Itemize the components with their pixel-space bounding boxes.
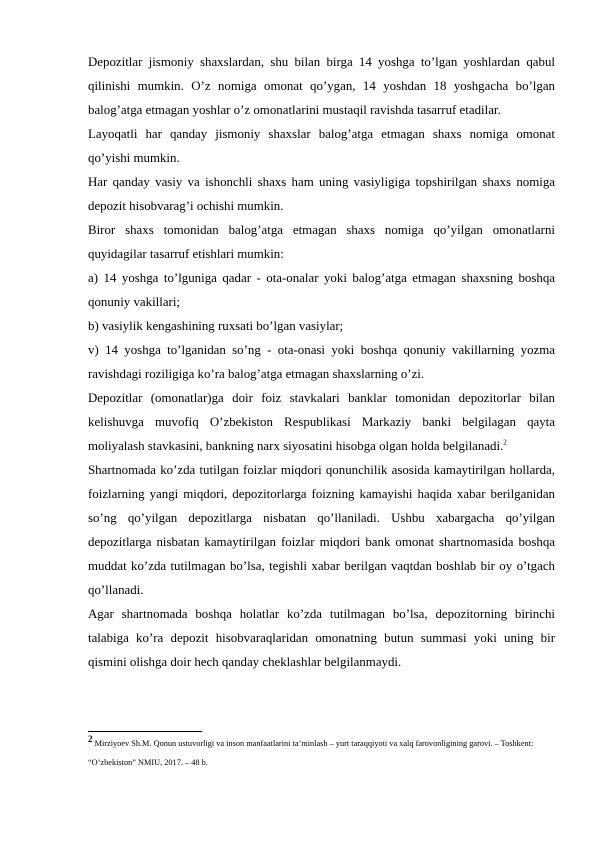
paragraph-1: Depozitlar jismoniy shaxslardan, shu bilan birga 14 yoshga to’lgan yoshlardan qabul qilinishi mumkin. O’z nomiga omonat qo’ygan, 14 yoshdan 18 yoshgacha bo’lgan balog’atga etmagan yoshlar o’z omonatlarini mustaqil ravishda tasarruf etadilar.: [88, 55, 555, 117]
paragraph-10: Agar shartnomada boshqa holatlar ko’zda tutilmagan bo’lsa, depozitorning birinchi talabiga ko’ra depozit hisobvaraqlaridan omonatning butun summasi yoki uning bir qismini olishga doir hech qanday cheklashlar belgilanmaydi.: [88, 607, 555, 669]
paragraph-interest-rates-text: Depozitlar (omonatlar)ga doir foiz stavkalari banklar tomonidan depozitorlar bilan kelishuvga muvofiq O’zbekiston Respublikasi Markaziy banki belgilagan qayta moliyalash stavkasini, bankning narx siyosatini hisobga olgan holda belgilanadi.: [88, 391, 555, 453]
paragraph-interest-rates: [88, 386, 555, 458]
page-body: [88, 50, 555, 674]
paragraph-9: Shartnomada ko’zda tutilgan foizlar miqdori qonunchilik asosida kamaytirilgan hollarda, foizlarning yangi miqdori, depozitorlarga foizning kamayishi haqida xabar berilganidan so’ng qo’yilgan depozitlarga nisbatan qo’llaniladi. Ushbu xabargacha qo’yilgan depozitlarga nisbatan kamaytirilgan foizlar miqdori bank omonat shartnomasida boshqa muddat ko’zda tutilmagan bo’lsa, tegishli xabar berilgan vaqtdan boshlab bir oy o’tgach qo’llanadi.: [88, 463, 555, 597]
paragraph-2: Layoqatli har qanday jismoniy shaxslar balog’atga etmagan shaxs nomiga omonat qo’yishi mumkin.: [88, 127, 555, 165]
footnote-text: Mirziyoev Sh.M. Qonun ustuvorligi va inson manfaatlarini ta’minlash – yurt taraqqiyoti va xalq farovonligining garovi. – Toshkent: “O’zbekiston” NMIU, 2017. – 48 b.: [88, 739, 534, 767]
list-item-v: v) 14 yoshga to’lganidan so’ng - ota-onasi yoki boshqa qonuniy vakillarning yozma ravishdagi roziligiga ko’ra balog’atga etmagan shaxslarning o’zi.: [88, 343, 555, 381]
list-item-a: a) 14 yoshga to’lguniga qadar - ota-onalar yoki balog’atga etmagan shaxsning boshqa qonuniy vakillari;: [88, 271, 555, 309]
footnote-reference[interactable]: 2: [503, 438, 507, 447]
footnote: [88, 734, 555, 772]
list-item-b: b) vasiylik kengashining ruxsati bo’lgan vasiylar;: [88, 319, 344, 333]
footnote-divider: [88, 731, 202, 732]
paragraph-3: Har qanday vasiy va ishonchli shaxs ham uning vasiyligiga topshirilgan shaxs nomiga depozit hisobvarag’i ochishi mumkin.: [88, 175, 555, 213]
paragraph-4: Biror shaxs tomonidan balog’atga etmagan shaxs nomiga qo’yilgan omonatlarni quyidagilar tasarruf etishlari mumkin:: [88, 223, 555, 261]
footnote-marker: 2: [88, 734, 93, 745]
